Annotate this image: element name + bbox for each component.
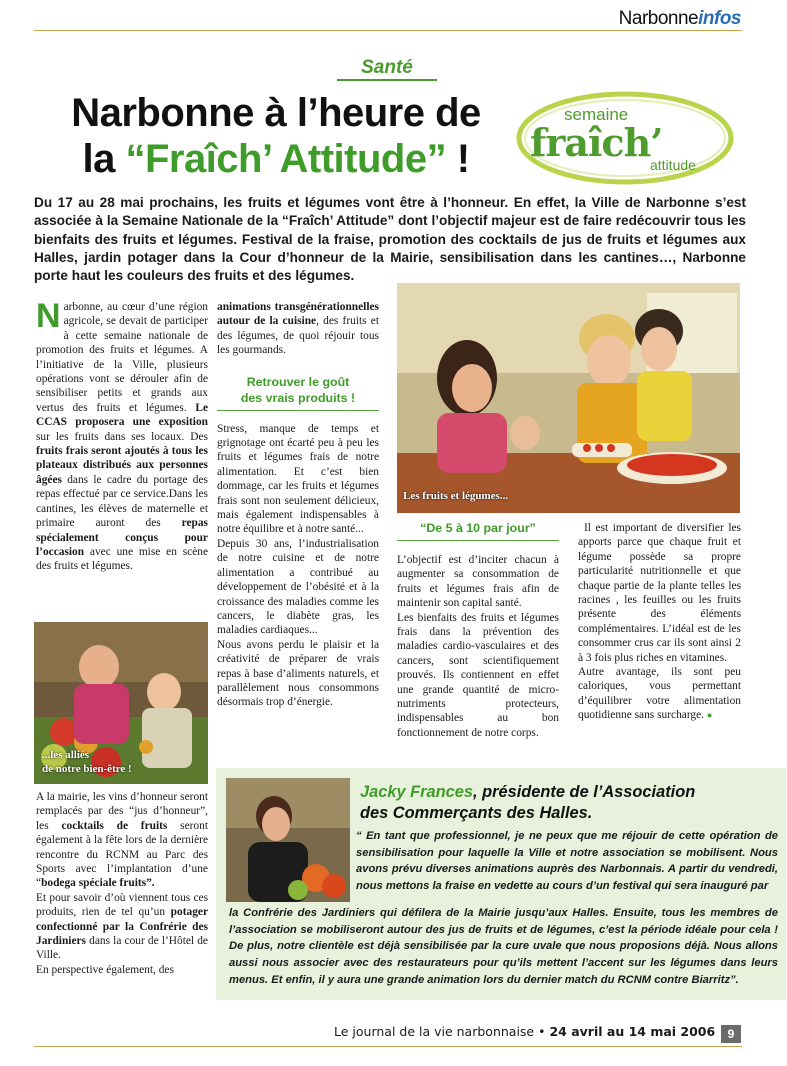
photo-market-stall [34,622,208,784]
footer-bullet: • [538,1024,546,1039]
portrait-illustration [226,778,350,902]
quote-author-line-2: des Commerçants des Halles. [360,804,593,822]
title-highlight: “Fraîch’ Attitude” [125,137,447,181]
footer-journal: Le journal de la vie narbonnaise [334,1024,535,1039]
quote-author [360,782,780,824]
quote-author-title: , présidente de l’Association [473,783,696,801]
col1-paragraph-2 [36,790,208,891]
col3-paragraph-2: Les bienfaits des fruits et légumes frais dans la prévention des maladies cardio-vasculaires et des cancers, sont scientifiquement prouvés. Ils contiennent en effet une grande quantité de micro-nutriments protecteurs, indispensables au bon fonctionnement de notre corps. [397,611,559,739]
page-footer [334,1024,715,1039]
col1-bold: bodega spéciale fruits”. [41,877,155,890]
title-line-2 [36,136,516,182]
col2-bold: animations transgénérationnelles autour de la cuisine [217,301,379,328]
title-prefix: la [82,137,126,181]
quote-paragraph-bottom: la Confrérie des Jardiniers qui défilera de la Mairie jusqu’aux Halles. Ensuite, tous les membres de l’association se mobiliseront autour des jus de fruits et de légumes, c’est la période idéale pour cela ! De plus, notre clientèle est déjà sensibilisée par la cure uvale que nous proposions déjà. Nous allons aussi nous associer avec des restaurateurs pour qu’ils mettent l’accent sur les légumes dans leurs menus. Et enfin, il y aura une grande animation lors du dernier match du RCNM contre Biarritz”. [229,907,778,986]
col1-bold: fruits frais seront ajoutés à tous les plateaux distribués aux personnes âgées [36,445,208,486]
subhead-rule [217,410,379,411]
quote-author-line-1 [360,782,780,803]
col1-bold: cocktails de fruits [61,819,168,832]
brand-name: Narbonne [618,8,699,29]
photo-family-kitchen [397,283,740,513]
main-photo-caption: Les fruits et légumes... [403,490,509,502]
quote-text-bottom [229,905,778,989]
col3-body [397,553,559,740]
article-column-4 [578,521,741,723]
title-suffix: ! [446,137,470,181]
section-rubric: Santé [337,57,437,81]
caption-line: ...les alliés [42,749,90,761]
col2-paragraph-2: Stress, manque de temps et grignotage ont écarté peu à peu les fruits et légumes frais de notre alimentation. Et c’est bien dommage, car les fruits et légumes frais sont non seulement délicieux, mais également indispensables à notre équilibre et à notre santé... [217,422,379,536]
col2-paragraph-1 [217,300,379,358]
col1-bold: Le CCAS proposera une exposition [36,401,208,429]
quote-paragraph-top: “ En tant que professionnel, je ne peux que me réjouir de cette opération de sensibilisation pour laquelle la Ville et notre association se mobilisent. Nous avons prévu diverses animations auprès des Narbonnais. A partir du vendredi, nous mettons la fraise en vedette au cours d’un festival qui sera inauguré par [356,830,778,893]
drop-cap: N [36,297,61,335]
col2-paragraph-3: Depuis 30 ans, l’industrialisation de notre cuisine et de notre alimentation a contribué au développement de l’obésité et à la croissance des maladies comme les cancers, le diabète gras, les maladies cardiaques... [217,537,379,637]
subhead-line: des vrais produits ! [240,390,356,405]
subhead-rule [397,540,559,541]
article-column-3 [397,520,559,740]
photo-jacky-frances [226,778,350,902]
col1-text: seront également à la fête lors de la dernière rencontre du RCNM au Parc des Sports avec l’implantation d’une “ [36,819,208,890]
fraich-attitude-logo [514,88,736,188]
subhead-retrouver [217,374,379,406]
quote-text-top [356,828,778,895]
lead-text: Du 17 au 28 mai prochains, les fruits et légumes vont être à l’honneur. En effet, la Ville de Narbonne s’est associée à la Semaine Nationale de la “Fraîch’ Attitude” dont l’objectif majeur est de faire redécouvrir tous les bienfaits des fruits et légumes. Festival de la fraise, promotion des cocktails de jus de fruits et légumes aux Halles, jardin potager dans la Cour d’honneur de la Mairie, sensibilisation dans les cantines…, Narbonne porte haut les couleurs des fruits et des légumes. [34,195,746,284]
end-of-article-mark: ● [706,710,713,721]
quote-author-name: Jacky Frances [360,783,473,801]
col4-text: Autre avantage, ils sont peu caloriques, vous permettant d’équilibrer votre alimentation quotidienne sans surcharge. [578,666,741,722]
article-column-1-continued [36,790,208,977]
subhead-5-a-10: “De 5 à 10 par jour” [420,521,536,535]
logo-word-attitude: attitude [650,157,696,173]
col1-paragraph-4: En perspective également, des [36,963,174,976]
header-rule [34,30,742,31]
kitchen-photo-illustration [397,283,740,513]
subhead-line: Retrouver le goût [246,374,350,389]
col4-paragraph-1: Il est important de diversifier les apports parce que chaque fruit et légume possède sa propre particularité nutritionnelle et que chaque partie de la plante telles les racines , les feuilles ou les fruits présente des éléments complémentaires. L’idéal est de les consommer crus car ils sont ainsi 2 à 3 fois plus riches en vitamines. [578,522,741,664]
col1-paragraph-3 [36,891,208,963]
page-number: 9 [721,1025,741,1043]
col1-text: A la mairie, les vins d’honneur seront remplacés par des “jus d’honneur”, les [36,791,208,832]
article-column-1 [36,297,208,574]
article-column-2 [217,300,379,710]
lead-paragraph [34,194,746,285]
col1-text: Et pour savoir d’où viennent tous ces produits, rien de tel qu’un [36,891,208,919]
brand-logo [619,8,741,30]
footer-rule [34,1046,742,1047]
col1-bold: repas spécialement conçus pour l’occasion [36,517,208,558]
page-title [36,90,516,182]
col1-text: arbonne, au cœur d’une région agricole, se devait de participer à cette semaine nationale de promotion des fruits et légumes. A l’initiative de la Ville, plusieurs opérations vont se dérouler afin de sensibiliser petits et grands aux vertus des fruits et légumes. [36,301,208,414]
col2-paragraph-4: Nous avons perdu le plaisir et la créativité de préparer de vrais repas à base d’aliments naturels, et parallèlement nous consommons désormais trop d’énergie. [217,638,379,709]
col4-paragraph-2 [578,665,741,723]
col1-text: sur les fruits dans ses locaux. Des [36,430,208,443]
col3-paragraph-1: L’objectif est d’inciter chacun à augmenter sa consommation de fruits et légumes frais afin de maintenir son capital santé. [397,554,559,610]
col1-bold: potager confectionné par la Confrérie des Jardiniers [36,906,208,948]
col1-paragraph-1 [36,297,208,574]
col2-text: , des fruits et des légumes, de quoi réjouir tous les gourmands. [217,315,380,357]
title-line-1: Narbonne à l’heure de [71,91,481,135]
footer-dates: 24 avril au 14 mai 2006 [549,1024,716,1039]
brand-suffix: infos [698,8,741,29]
col1-text: dans le cadre du portage des repas effectué par ce service.Dans les cantines, les élèves de maternelle et primaire auront des [36,473,208,530]
logo-word-semaine: semaine [564,105,629,124]
logo-word-fraich: fraîch’ [530,120,663,165]
caption-line: de notre bien-être ! [42,763,132,775]
market-photo-caption [42,748,132,776]
col1-text: dans la cour de l’Hôtel de Ville. [36,935,208,962]
col1-text: avec une mise en scène des fruits et légumes. [36,545,208,573]
